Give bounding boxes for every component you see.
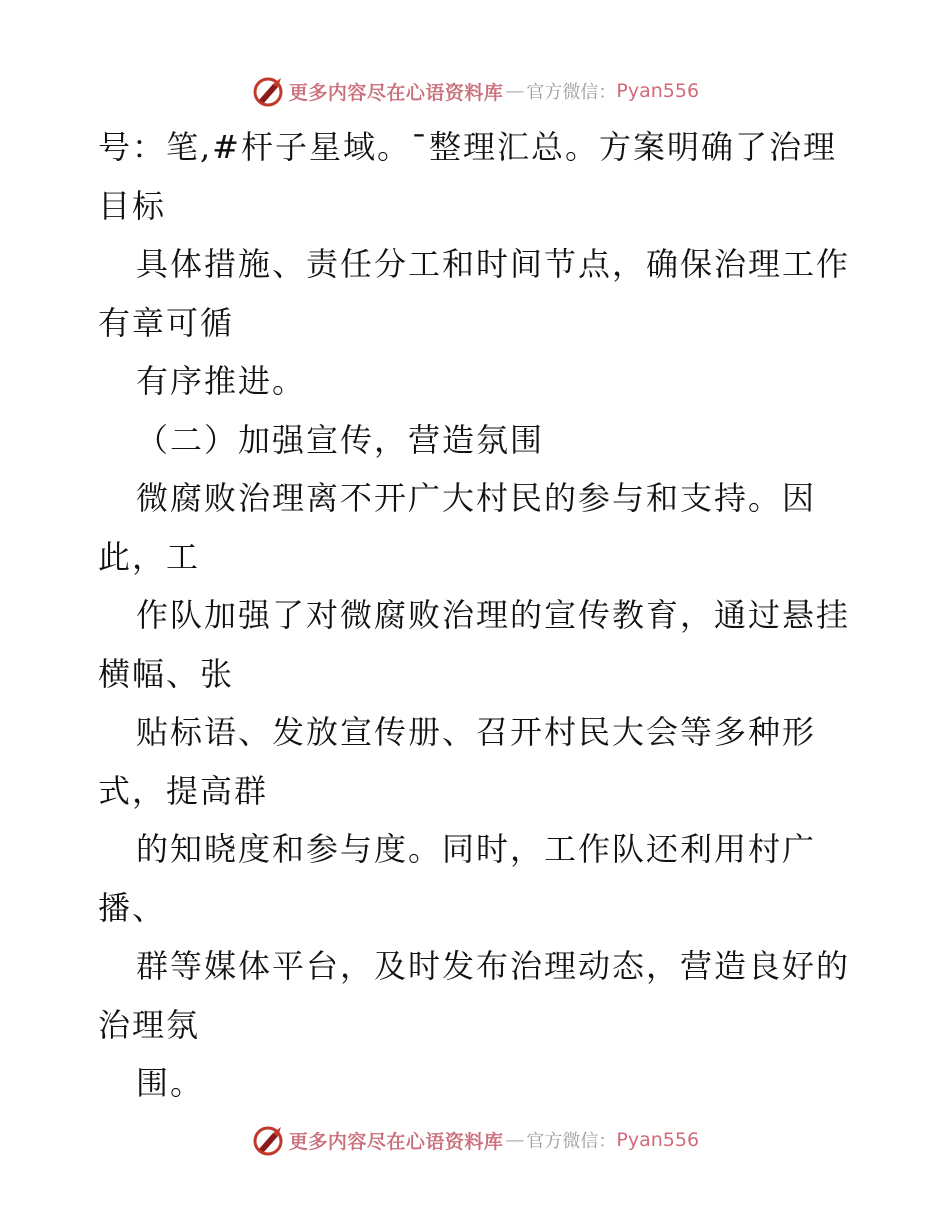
text-line: 式，提高群	[98, 771, 269, 810]
text-line: 围。	[136, 1064, 205, 1102]
text-line: 贴标语、发放宣传册、召开村民大会等多种形	[136, 713, 817, 751]
wechat-label: 官方微信：	[526, 1131, 617, 1152]
text-line: 有章可循	[98, 303, 235, 342]
brand-text: 更多内容尽在心语资料库	[288, 1130, 504, 1153]
text-line: 治理氛	[98, 1005, 201, 1044]
wechat-label: 官方微信：	[526, 82, 617, 103]
text-line: 此，工	[98, 537, 201, 576]
text-line: 横幅、张	[98, 654, 235, 693]
text-line: 有序推进。	[136, 362, 307, 400]
text-line: 的知晓度和参与度。同时，工作队还利用村广	[136, 830, 817, 868]
header-banner	[0, 71, 950, 111]
footer-banner	[0, 1120, 950, 1160]
section-heading: （二）加强宣传，营造氛围	[136, 420, 545, 459]
text-line: 目标	[98, 186, 167, 225]
text-line: 号：笔,#杆子星域。¯整理汇总。方案明确了治理	[98, 128, 837, 166]
banner-separator: —	[505, 1129, 525, 1151]
wechat-id: Pyan556	[616, 80, 700, 102]
document-body	[98, 118, 878, 1113]
wechat-id: Pyan556	[616, 1129, 700, 1151]
text-line: 具体措施、责任分工和时间节点，确保治理工作	[136, 245, 851, 283]
banner-separator: —	[505, 80, 525, 102]
pen-circle-logo-icon	[251, 1123, 285, 1157]
text-line: 群等媒体平台，及时发布治理动态，营造良好的	[136, 947, 851, 985]
text-line: 作队加强了对微腐败治理的宣传教育，通过悬挂	[136, 596, 851, 634]
text-line: 微腐败治理离不开广大村民的参与和支持。因	[136, 479, 817, 517]
brand-text: 更多内容尽在心语资料库	[288, 81, 504, 104]
pen-circle-logo-icon	[251, 74, 285, 108]
text-line: 播、	[98, 888, 167, 927]
